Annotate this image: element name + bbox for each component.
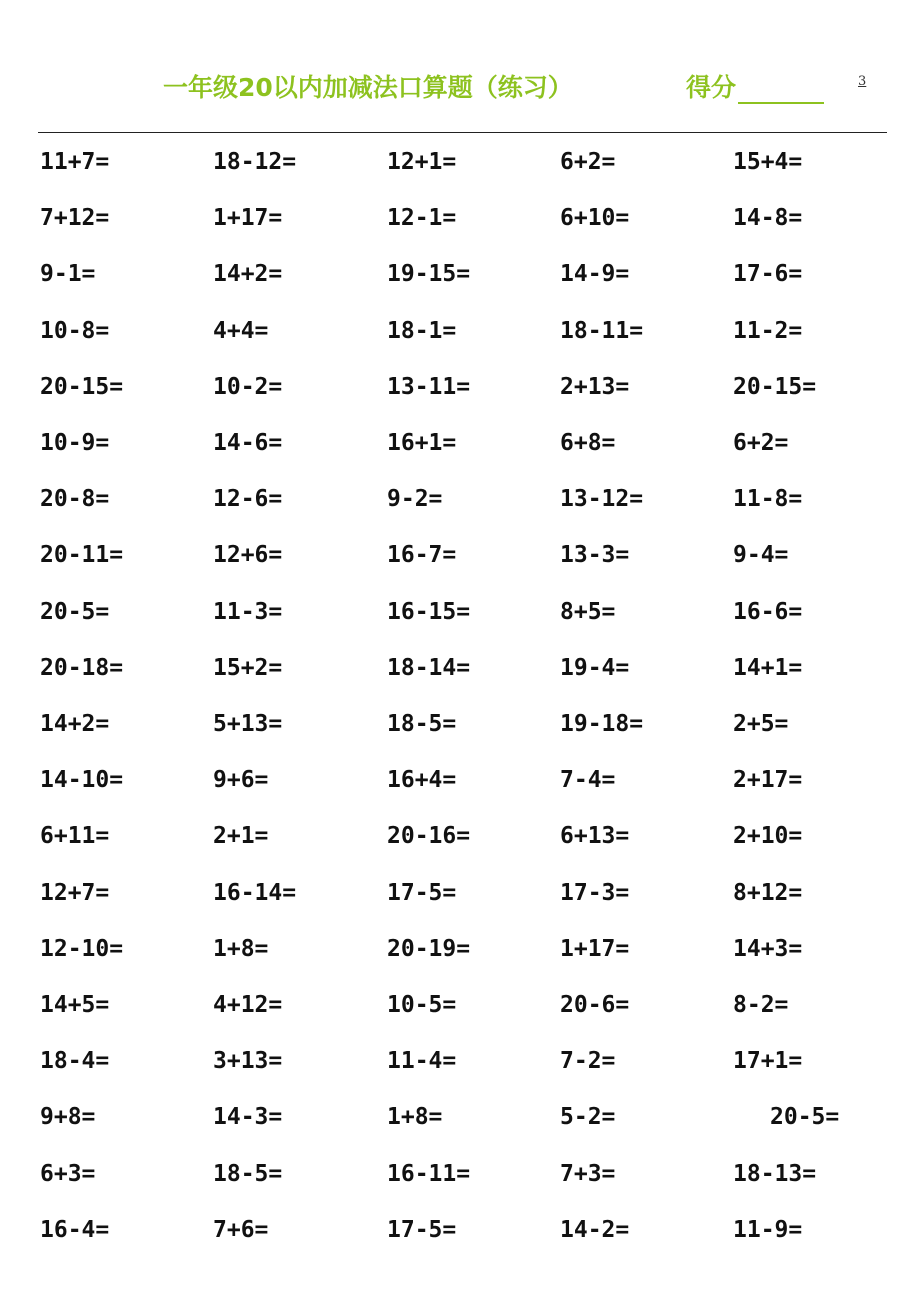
problem-r1-c4: 6+2=	[560, 149, 616, 175]
problem-r4-c4: 18-11=	[560, 318, 644, 344]
problem-r20-c1: 16-4=	[40, 1217, 110, 1243]
problem-r19-c4: 7+3=	[560, 1161, 616, 1187]
problem-r5-c2: 10-2=	[213, 374, 283, 400]
problem-r14-c2: 16-14=	[213, 880, 297, 906]
problem-r19-c3: 16-11=	[387, 1161, 471, 1187]
problem-r18-c1: 9+8=	[40, 1104, 96, 1130]
problem-r8-c4: 13-3=	[560, 542, 630, 568]
problem-r12-c5: 2+17=	[733, 767, 803, 793]
problem-r2-c3: 12-1=	[387, 205, 457, 231]
problem-r11-c1: 14+2=	[40, 711, 110, 737]
problem-r15-c5: 14+3=	[733, 936, 803, 962]
problem-r19-c5: 18-13=	[733, 1161, 817, 1187]
problem-r15-c1: 12-10=	[40, 936, 124, 962]
problem-r12-c3: 16+4=	[387, 767, 457, 793]
problem-r6-c2: 14-6=	[213, 430, 283, 456]
problem-r16-c1: 14+5=	[40, 992, 110, 1018]
problem-r5-c5: 20-15=	[733, 374, 817, 400]
problem-r6-c1: 10-9=	[40, 430, 110, 456]
problem-r10-c5: 14+1=	[733, 655, 803, 681]
problem-r9-c1: 20-5=	[40, 599, 110, 625]
problem-r6-c5: 6+2=	[733, 430, 789, 456]
problem-r2-c2: 1+17=	[213, 205, 283, 231]
problem-r18-c5: 20-5=	[770, 1104, 840, 1130]
problem-r17-c1: 18-4=	[40, 1048, 110, 1074]
problem-r13-c4: 6+13=	[560, 823, 630, 849]
problem-r6-c3: 16+1=	[387, 430, 457, 456]
problem-r7-c1: 20-8=	[40, 486, 110, 512]
problem-r14-c1: 12+7=	[40, 880, 110, 906]
problem-r4-c3: 18-1=	[387, 318, 457, 344]
problem-r17-c4: 7-2=	[560, 1048, 616, 1074]
problem-r5-c1: 20-15=	[40, 374, 124, 400]
problem-r1-c3: 12+1=	[387, 149, 457, 175]
problem-r2-c1: 7+12=	[40, 205, 110, 231]
problem-r18-c4: 5-2=	[560, 1104, 616, 1130]
problem-r1-c2: 18-12=	[213, 149, 297, 175]
problem-r3-c4: 14-9=	[560, 261, 630, 287]
problem-r9-c4: 8+5=	[560, 599, 616, 625]
problem-r3-c3: 19-15=	[387, 261, 471, 287]
problem-r14-c5: 8+12=	[733, 880, 803, 906]
problem-r3-c5: 17-6=	[733, 261, 803, 287]
problem-r18-c3: 1+8=	[387, 1104, 443, 1130]
problem-r13-c2: 2+1=	[213, 823, 269, 849]
problem-r2-c5: 14-8=	[733, 205, 803, 231]
worksheet-title: 一年级20以内加减法口算题（练习）	[163, 73, 573, 102]
problem-r20-c3: 17-5=	[387, 1217, 457, 1243]
problem-r7-c5: 11-8=	[733, 486, 803, 512]
problem-r16-c5: 8-2=	[733, 992, 789, 1018]
problem-r9-c5: 16-6=	[733, 599, 803, 625]
problem-r15-c2: 1+8=	[213, 936, 269, 962]
problem-r19-c1: 6+3=	[40, 1161, 96, 1187]
problem-r10-c4: 19-4=	[560, 655, 630, 681]
page-number: 3	[858, 74, 867, 89]
problem-r15-c4: 1+17=	[560, 936, 630, 962]
problem-r15-c3: 20-19=	[387, 936, 471, 962]
problem-r13-c5: 2+10=	[733, 823, 803, 849]
problem-r20-c2: 7+6=	[213, 1217, 269, 1243]
problem-r3-c1: 9-1=	[40, 261, 96, 287]
problem-r11-c3: 18-5=	[387, 711, 457, 737]
problem-r17-c5: 17+1=	[733, 1048, 803, 1074]
problem-r10-c1: 20-18=	[40, 655, 124, 681]
problem-r16-c2: 4+12=	[213, 992, 283, 1018]
problem-r8-c3: 16-7=	[387, 542, 457, 568]
problem-r11-c4: 19-18=	[560, 711, 644, 737]
problem-r10-c2: 15+2=	[213, 655, 283, 681]
problem-r9-c3: 16-15=	[387, 599, 471, 625]
problem-r20-c4: 14-2=	[560, 1217, 630, 1243]
problem-r11-c2: 5+13=	[213, 711, 283, 737]
problem-r11-c5: 2+5=	[733, 711, 789, 737]
problem-r10-c3: 18-14=	[387, 655, 471, 681]
problem-r16-c4: 20-6=	[560, 992, 630, 1018]
problem-r13-c3: 20-16=	[387, 823, 471, 849]
problem-r20-c5: 11-9=	[733, 1217, 803, 1243]
problem-r12-c2: 9+6=	[213, 767, 269, 793]
problem-r8-c5: 9-4=	[733, 542, 789, 568]
problem-r17-c2: 3+13=	[213, 1048, 283, 1074]
problem-r4-c2: 4+4=	[213, 318, 269, 344]
problem-r5-c4: 2+13=	[560, 374, 630, 400]
problem-r7-c2: 12-6=	[213, 486, 283, 512]
problem-r8-c1: 20-11=	[40, 542, 124, 568]
problem-r16-c3: 10-5=	[387, 992, 457, 1018]
problem-r2-c4: 6+10=	[560, 205, 630, 231]
problem-r4-c1: 10-8=	[40, 318, 110, 344]
problem-r14-c3: 17-5=	[387, 880, 457, 906]
problem-r12-c1: 14-10=	[40, 767, 124, 793]
problem-r5-c3: 13-11=	[387, 374, 471, 400]
problem-r12-c4: 7-4=	[560, 767, 616, 793]
problem-r19-c2: 18-5=	[213, 1161, 283, 1187]
problem-r14-c4: 17-3=	[560, 880, 630, 906]
problem-r3-c2: 14+2=	[213, 261, 283, 287]
problem-r17-c3: 11-4=	[387, 1048, 457, 1074]
problem-r18-c2: 14-3=	[213, 1104, 283, 1130]
problem-r1-c5: 15+4=	[733, 149, 803, 175]
problem-r7-c4: 13-12=	[560, 486, 644, 512]
problem-r7-c3: 9-2=	[387, 486, 443, 512]
score-label: 得分	[686, 73, 737, 102]
problem-r13-c1: 6+11=	[40, 823, 110, 849]
problem-r6-c4: 6+8=	[560, 430, 616, 456]
problem-r8-c2: 12+6=	[213, 542, 283, 568]
problem-r1-c1: 11+7=	[40, 149, 110, 175]
problem-r9-c2: 11-3=	[213, 599, 283, 625]
problem-r4-c5: 11-2=	[733, 318, 803, 344]
